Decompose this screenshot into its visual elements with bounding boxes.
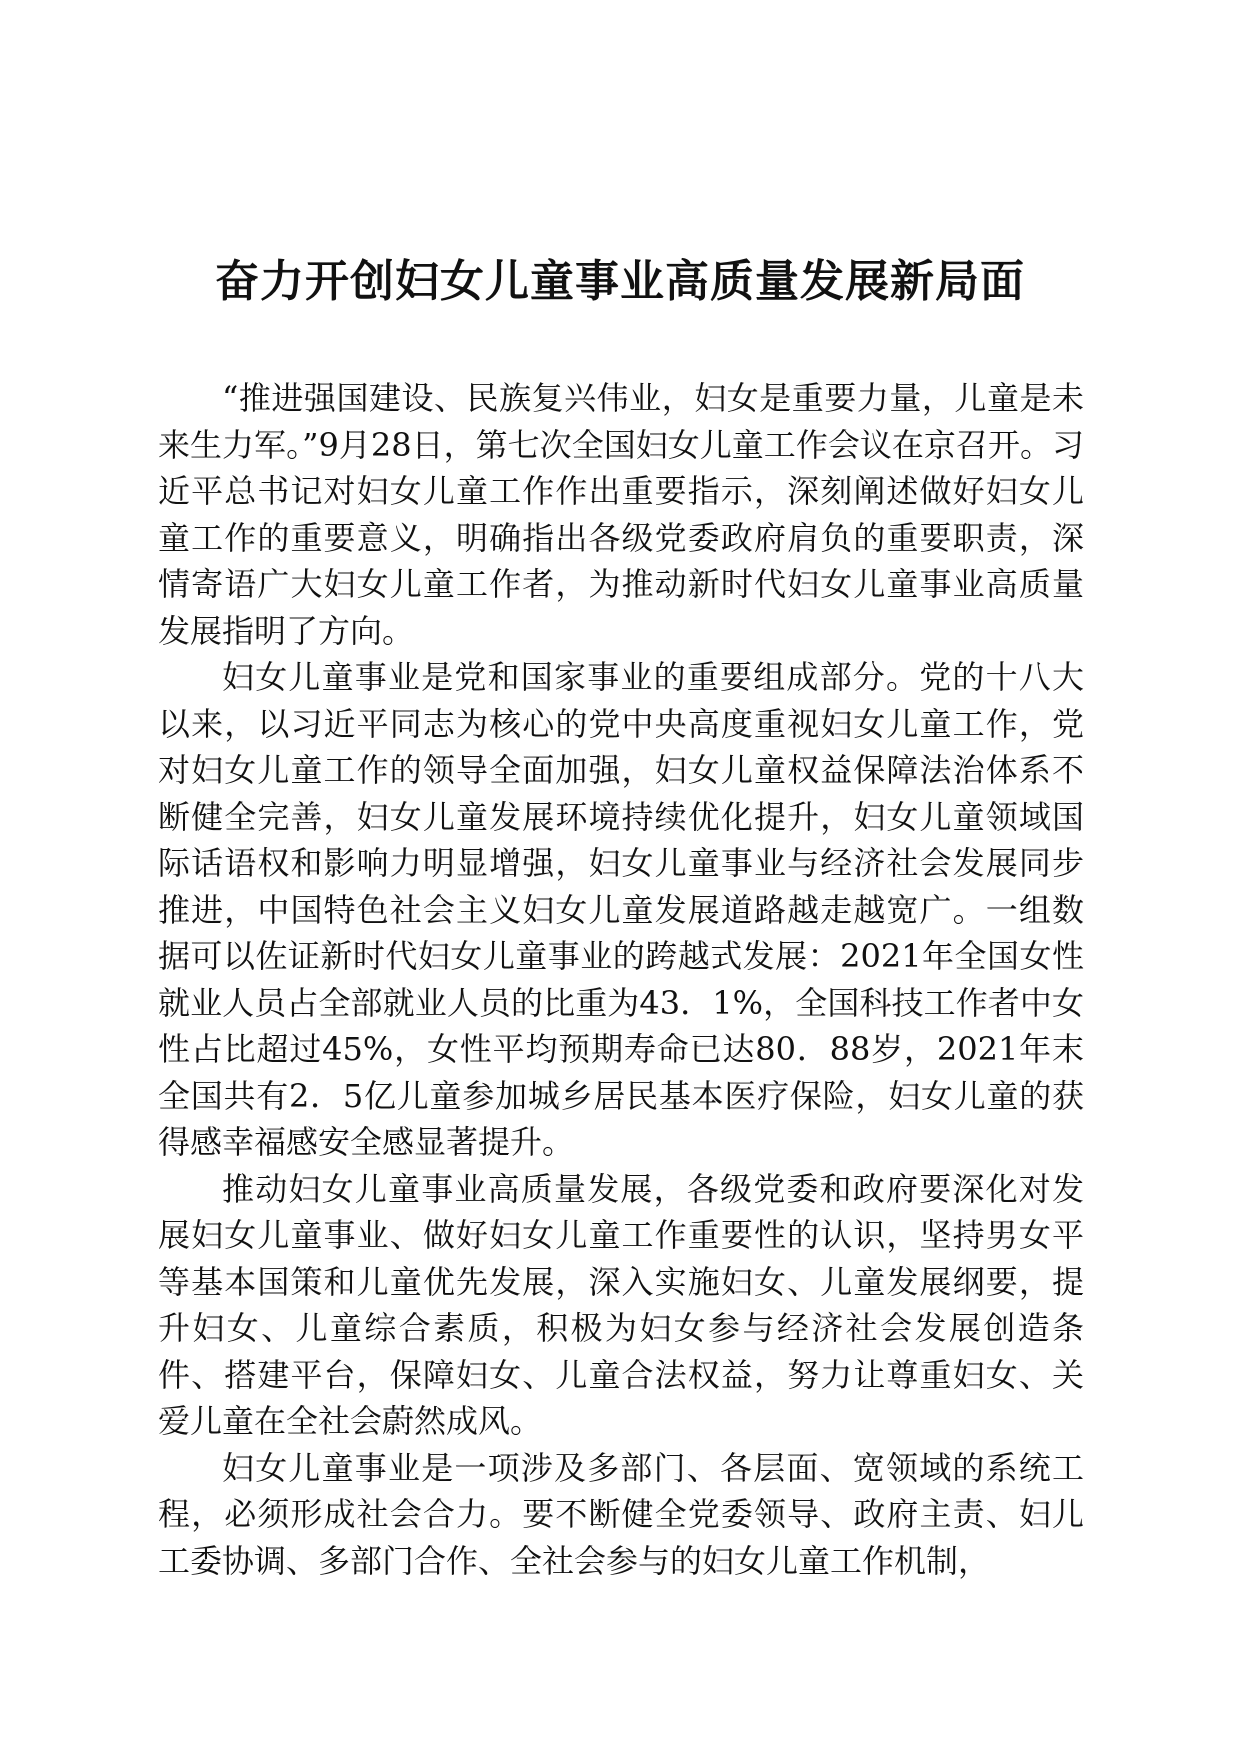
paragraph-1: “推进强国建设、民族复兴伟业，妇女是重要力量，儿童是未来生力军。”9月28日，第七次全国妇女儿童工作会议在京召开。习近平总书记对妇女儿童工作作出重要指示，深刻阐述做好妇女儿童工作的重要意义，明确指出各级党委政府肩负的重要职责，深情寄语广大妇女儿童工作者，为推动新时代妇女儿童事业高质量发展指明了方向。 [158, 379, 1084, 650]
paragraph-4: 妇女儿童事业是一项涉及多部门、各层面、宽领域的系统工程，必须形成社会合力。要不断健全党委领导、政府主责、妇儿工委协调、多部门合作、全社会参与的妇女儿童工作机制， [158, 1448, 1084, 1580]
paragraph-3: 推动妇女儿童事业高质量发展，各级党委和政府要深化对发展妇女儿童事业、做好妇女儿童工作重要性的认识，坚持男女平等基本国策和儿童优先发展，深入实施妇女、儿童发展纲要，提升妇女、儿童综合素质，积极为妇女参与经济社会发展创造条件、搭建平台，保障妇女、儿童合法权益，努力让尊重妇女、关爱儿童在全社会蔚然成风。 [158, 1169, 1084, 1440]
document-title: 奋力开创妇女儿童事业高质量发展新局面 [215, 256, 1025, 307]
paragraph-2: 妇女儿童事业是党和国家事业的重要组成部分。党的十八大以来，以习近平同志为核心的党中央高度重视妇女儿童工作，党对妇女儿童工作的领导全面加强，妇女儿童权益保障法治体系不断健全完善，妇女儿童发展环境持续优化提升，妇女儿童领域国际话语权和影响力明显增强，妇女儿童事业与经济社会发展同步推进，中国特色社会主义妇女儿童发展道路越走越宽广。一组数据可以佐证新时代妇女儿童事业的跨越式发展：2021年全国女性就业人员占全部就业人员的比重为43．1%，全国科技工作者中女性占比超过45%，女性平均预期寿命已达80．88岁，2021年末全国共有2．5亿儿童参加城乡居民基本医疗保险，妇女儿童的获得感幸福感安全感显著提升。 [158, 658, 1084, 1161]
document-body [158, 375, 1084, 1584]
